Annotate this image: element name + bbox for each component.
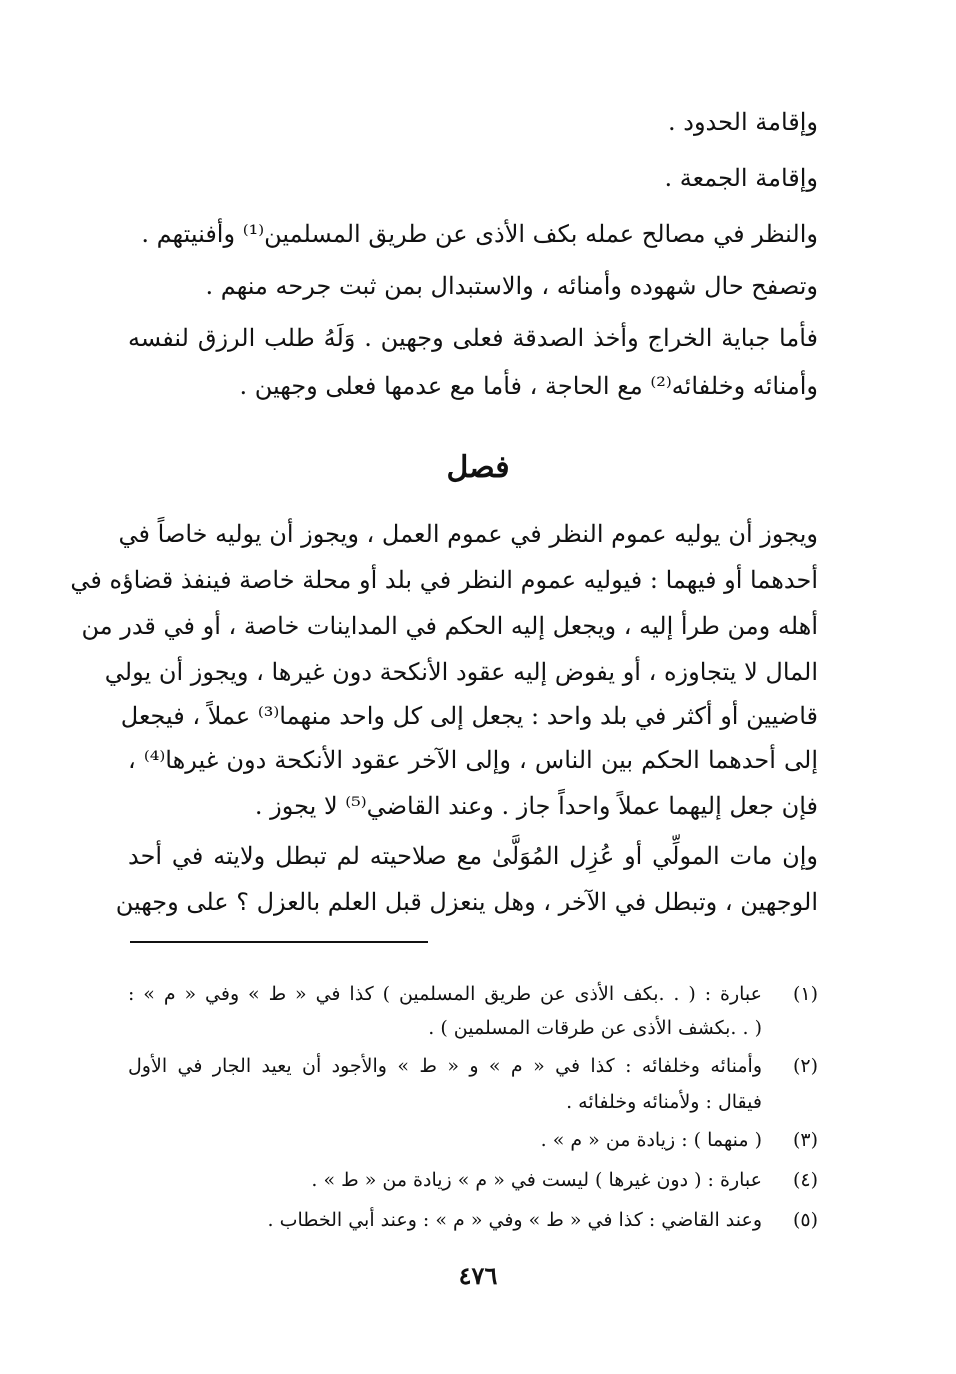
text-line: إلى أحدهما الحكم بين الناس ، وإلى الآخر عقود الأنكحة دون غيرها⁽⁴⁾ ، (128, 746, 818, 774)
footnote-text: وأمنائه وخلفائه : كذا في « م » و « ط » والأجود أن يعيد الجار في الأول (128, 1055, 762, 1077)
footnote-text: ( . .بكشف الأذى عن طرقات المسلمين ) . (428, 1017, 762, 1039)
text-line: وتصفح حال شهوده وأمنائه ، والاستبدال بمن ثبت جرحه منهم . (205, 272, 818, 300)
text-line: وإقامة الجمعة . (664, 164, 818, 192)
text-line: قاضيين أو أكثر في بلد واحد : يجعل إلى كل واحد منهما⁽³⁾ عملاً ، فيجعل (120, 702, 818, 730)
footnote-text: ( منهما ) : زيادة من « م » . (540, 1129, 762, 1151)
footnote-text: عبارة : ( دون غيرها ) ليست في « م » زيادة من « ط » . (311, 1169, 762, 1191)
footnote-number: (٤) (792, 1169, 818, 1191)
footnote-text: وعند القاضي : كذا في « ط » وفي « م » : وعند أبي الخطاب . (267, 1209, 762, 1231)
text-line: والنظر في مصالح عمله بكف الأذى عن طريق المسلمين⁽¹⁾ وأفنيتهم . (141, 220, 818, 248)
text-line: وإن مات المولِّي أو عُزِل المُوَلَّىٰ مع صلاحيته لم تبطل ولايته في أحد (128, 842, 818, 870)
text-line: فإن جعل إليهما عملاً واحداً جاز . وعند القاضي⁽⁵⁾ لا يجوز . (254, 792, 818, 820)
text-line: أهله ومن طرأ إليه ، ويجعل إليه الحكم في المداينات خاصة ، أو في قدر من (81, 612, 818, 640)
section-heading: فصل (446, 450, 510, 485)
text-line: أحدهما أو فيهما : فيوليه عموم النظر في بلد أو محلة خاصة فينفذ قضاؤه في (70, 566, 818, 594)
footnote-text: فيقال : ولأمنائه وخلفائه . (566, 1091, 762, 1113)
footnote-number: (٣) (792, 1129, 818, 1151)
footnote-number: (٢) (792, 1055, 818, 1077)
footnote-number: (١) (792, 983, 818, 1005)
text-line: المال لا يتجاوزه ، أو يفوض إليه عقود الأنكحة دون غيرها ، ويجوز أن يولي (104, 658, 818, 686)
section-text (70, 0, 818, 940)
text-line: ويجوز أن يوليه عموم النظر في عموم العمل ، ويجوز أن يوليه خاصاً في (118, 520, 818, 548)
text-line: الوجهين ، وتبطل في الآخر ، وهل ينعزل قبل العلم بالعزل ؟ على وجهين (115, 888, 818, 916)
text-line: وإقامة الحدود . (668, 108, 818, 136)
footnote-number: (٥) (792, 1209, 818, 1231)
text-line: فأما جباية الخراج وأخذ الصدقة فعلى وجهين . وَلَهُ طلب الرزق لنفسه (128, 324, 818, 352)
footnote-separator (130, 941, 428, 943)
footnote-text: عبارة : ( . .بكف الأذى عن طريق المسلمين ) كذا في « ط » وفي « م » : (128, 983, 762, 1005)
page-number: ٤٧٦ (458, 1261, 498, 1290)
text-line: وأمنائه وخلفائه⁽²⁾ مع الحاجة ، فأما مع عدمها فعلى وجهين . (239, 372, 818, 400)
